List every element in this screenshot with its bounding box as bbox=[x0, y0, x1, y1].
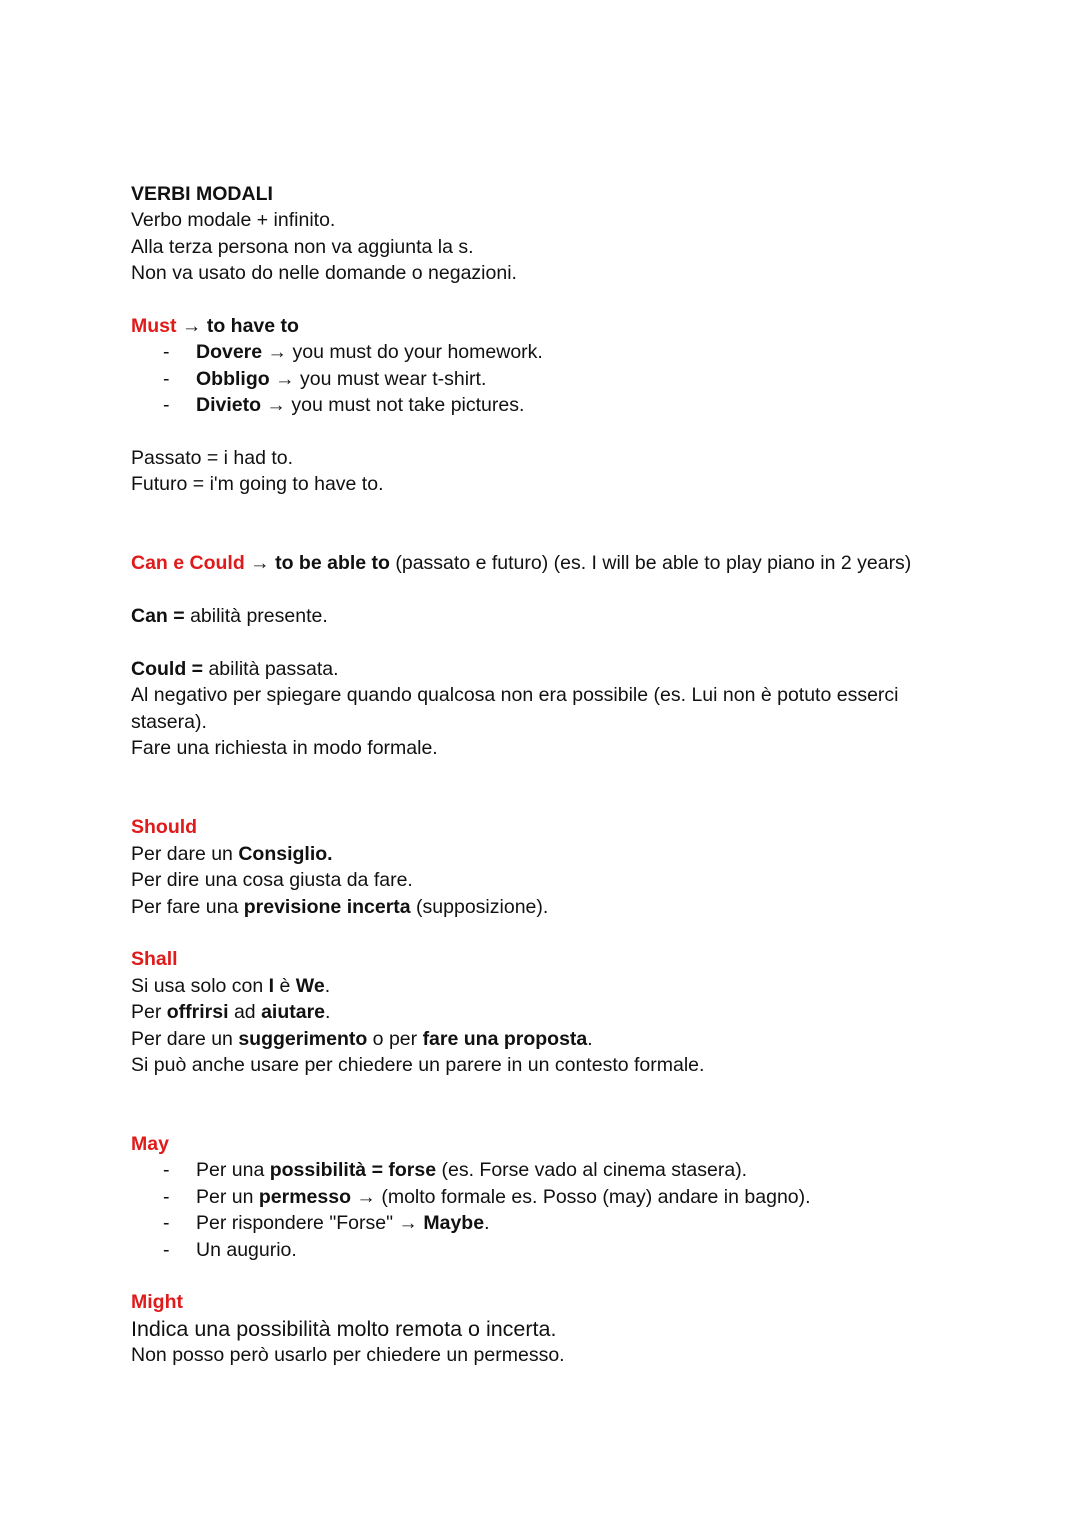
text: → (molto formale es. Posso (may) andare in bagno). bbox=[351, 1185, 811, 1208]
arrow-icon: → bbox=[244, 552, 276, 575]
bullet-text: you must wear t-shirt. bbox=[300, 367, 487, 390]
should-line bbox=[131, 894, 951, 920]
can-definition bbox=[131, 603, 951, 629]
bold-term: Consiglio. bbox=[238, 842, 333, 865]
page-title: VERBI MODALI bbox=[131, 183, 273, 205]
section-heading-should: Should bbox=[131, 816, 198, 839]
shall-line bbox=[131, 973, 951, 999]
could-negative-line: Al negativo per spiegare quando qualcosa non era possibile (es. Lui non è potuto esserci stasera). bbox=[131, 684, 899, 733]
dash-bullet-icon: - bbox=[163, 1238, 170, 1261]
intro-line: Alla terza persona non va aggiunta la s. bbox=[131, 235, 474, 258]
section-heading-may: May bbox=[131, 1133, 169, 1156]
bullet-term: Divieto bbox=[196, 394, 262, 417]
text: Per fare una bbox=[131, 895, 244, 918]
must-future: Futuro = i'm going to have to. bbox=[131, 473, 384, 496]
might-line: Indica una possibilità molto remota o incerta. bbox=[131, 1316, 557, 1341]
dash-bullet-icon: - bbox=[163, 1159, 170, 1182]
dash-bullet-icon: - bbox=[163, 341, 170, 364]
must-past: Passato = i had to. bbox=[131, 446, 294, 469]
text: . bbox=[325, 1001, 331, 1024]
text: è bbox=[274, 974, 296, 997]
can-term: Can = bbox=[131, 605, 185, 628]
bold-term: offrirsi bbox=[166, 1001, 229, 1024]
bold-term: Maybe bbox=[423, 1212, 485, 1235]
list-item bbox=[131, 366, 951, 392]
bold-term: We bbox=[295, 974, 325, 997]
bold-term: previsione incerta bbox=[243, 895, 411, 918]
text: Per bbox=[131, 1001, 167, 1024]
text: . bbox=[324, 974, 331, 997]
bullet-text: you must do your homework. bbox=[292, 341, 543, 364]
could-term: Could = bbox=[131, 658, 204, 681]
list-item bbox=[131, 1157, 951, 1183]
text: Per rispondere "Forse" → bbox=[196, 1212, 424, 1235]
text: . bbox=[484, 1212, 490, 1235]
text: (es. Forse vado al cinema stasera). bbox=[436, 1159, 748, 1182]
must-equivalent: to have to bbox=[206, 314, 299, 337]
can-text: abilità presente. bbox=[184, 605, 328, 628]
text: (supposizione). bbox=[410, 895, 549, 918]
bold-term: possibilità = forse bbox=[269, 1159, 437, 1182]
dash-bullet-icon: - bbox=[163, 367, 170, 390]
text: o per bbox=[367, 1027, 423, 1050]
arrow-icon: → bbox=[262, 341, 293, 364]
bold-term: fare una proposta bbox=[422, 1027, 588, 1050]
bullet-text: you must not take pictures. bbox=[291, 394, 525, 417]
arrow-icon: → bbox=[261, 394, 292, 417]
intro-line: Non va usato do nelle domande o negazioni. bbox=[131, 262, 517, 285]
arrow-icon: → bbox=[269, 367, 300, 390]
list-item bbox=[131, 1184, 951, 1210]
bullet-term: Dovere bbox=[196, 341, 263, 364]
list-item bbox=[131, 1210, 951, 1236]
could-definition bbox=[131, 656, 951, 682]
might-line: Non posso però usarlo per chiedere un permesso. bbox=[131, 1344, 565, 1367]
bold-term: suggerimento bbox=[238, 1027, 368, 1050]
should-line bbox=[131, 841, 951, 867]
text: Un augurio. bbox=[196, 1238, 297, 1261]
shall-line bbox=[131, 999, 951, 1025]
dash-bullet-icon: - bbox=[163, 394, 170, 417]
bold-term: aiutare bbox=[261, 1001, 326, 1024]
can-could-equivalent: to be able to bbox=[275, 552, 390, 575]
document-page bbox=[131, 181, 951, 1369]
bold-term: permesso bbox=[258, 1185, 352, 1208]
section-heading-must: Must bbox=[131, 314, 177, 337]
arrow-icon: → bbox=[176, 314, 207, 337]
could-formal-line: Fare una richiesta in modo formale. bbox=[131, 737, 438, 760]
list-item bbox=[131, 1237, 951, 1263]
list-item bbox=[131, 392, 951, 418]
section-heading-might: Might bbox=[131, 1291, 183, 1314]
section-heading-can-could: Can e Could bbox=[131, 552, 245, 575]
text: ad bbox=[228, 1001, 262, 1024]
must-heading-line bbox=[131, 313, 951, 339]
text: Si usa solo con bbox=[131, 974, 269, 997]
can-could-note: (passato e futuro) (es. I will be able to play piano in 2 years) bbox=[389, 552, 912, 575]
list-item bbox=[131, 339, 951, 365]
dash-bullet-icon: - bbox=[163, 1185, 170, 1208]
shall-line: Si può anche usare per chiedere un parere in un contesto formale. bbox=[131, 1053, 705, 1076]
bullet-term: Obbligo bbox=[196, 367, 270, 390]
dash-bullet-icon: - bbox=[163, 1212, 170, 1235]
section-heading-shall: Shall bbox=[131, 948, 178, 971]
should-line: Per dire una cosa giusta da fare. bbox=[131, 869, 413, 892]
text: Per dare un bbox=[131, 1027, 239, 1050]
text: Per un bbox=[196, 1185, 259, 1208]
text: Per una bbox=[196, 1159, 270, 1182]
can-could-heading-line bbox=[131, 550, 951, 576]
intro-line: Verbo modale + infinito. bbox=[131, 209, 336, 232]
bold-term: I bbox=[268, 974, 275, 997]
text: . bbox=[587, 1027, 593, 1050]
shall-line bbox=[131, 1026, 951, 1052]
could-text: abilità passata. bbox=[203, 658, 339, 681]
text: Per dare un bbox=[131, 842, 239, 865]
